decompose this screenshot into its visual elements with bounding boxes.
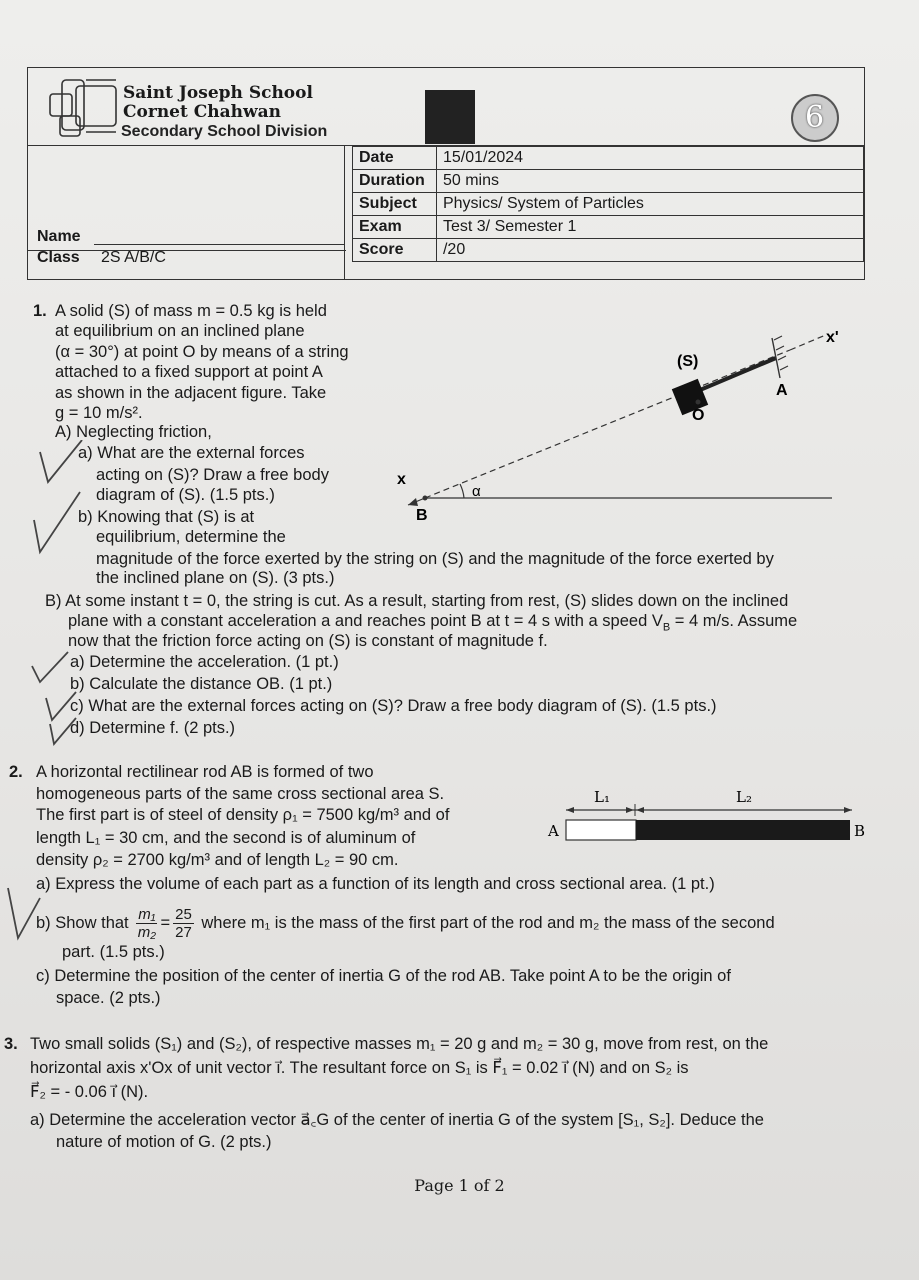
duration-row: Duration 50 mins	[353, 170, 864, 193]
name-label: Name	[37, 228, 81, 245]
fig1-label-B: B	[416, 507, 428, 524]
q1-intro-3: (α = 30°) at point O by means of a string	[55, 343, 349, 361]
value-fraction: $\frac{25}{27}$	[175, 906, 192, 942]
q2-number: 2.	[9, 763, 23, 781]
q2-intro-2: homogeneous parts of the same cross sectional area S.	[36, 785, 445, 803]
q1-Ba: a) Determine the acceleration. (1 pt.)	[70, 653, 339, 671]
exam-info-table	[352, 146, 864, 262]
q2-c-line-1: c) Determine the position of the center of inertia G of the rod AB. Take point A to be the origin of	[36, 967, 731, 985]
handwritten-check-q2	[4, 880, 44, 950]
q2-intro-1: A horizontal rectilinear rod AB is formed of two	[36, 763, 374, 781]
handwritten-check-marks	[30, 440, 100, 750]
fig1-label-xprime: x'	[826, 329, 839, 346]
q1-a-line-2: acting on (S)? Draw a free body	[96, 466, 329, 484]
q3-number: 3.	[4, 1035, 18, 1053]
q3-line-2: horizontal axis x'Ox of unit vector i⃗. The resultant force on S₁ is F⃗₁ = 0.02 i⃗ (N) and on S₂ is	[30, 1059, 689, 1077]
q2-intro-4: length L₁ = 30 cm, and the second is of aluminum of	[36, 829, 416, 847]
page-footer: Page 1 of 2	[414, 1176, 505, 1195]
school-name: Saint Joseph School Cornet Chahwan	[123, 83, 313, 122]
fig2-label-L2: L₂	[736, 788, 752, 806]
fig1-label-S: (S)	[677, 353, 699, 370]
q2-intro-3: The first part is of steel of density ρ₁ = 7500 kg/m³ and of	[36, 806, 450, 824]
class-label: Class	[37, 249, 80, 266]
class-value: 2S A/B/C	[101, 249, 166, 266]
date-row: Date 15/01/2024	[353, 147, 864, 170]
book-image	[425, 90, 475, 144]
q1-part-b-line-1: B) At some instant t = 0, the string is cut. As a result, starting from rest, (S) slides down on the inclined	[45, 592, 789, 610]
q3-line-3: F⃗₂ = - 0.06 i⃗ (N).	[30, 1083, 149, 1101]
q1-b-line-2: equilibrium, determine the	[96, 528, 286, 546]
exam-header	[27, 67, 865, 280]
anniversary-badge: 6	[791, 94, 839, 142]
fig1-label-x: x	[397, 471, 406, 488]
q2-c-line-2: space. (2 pts.)	[56, 989, 161, 1007]
q1-Bd: d) Determine f. (2 pts.)	[70, 719, 236, 737]
q1-part-b-line-2: plane with a constant acceleration a and reaches point B at t = 4 s with a speed $V_B = 4$ m/s. Assume	[68, 612, 798, 634]
q1-b-line-1: b) Knowing that (S) is at	[78, 508, 255, 526]
q1-Bb: b) Calculate the distance OB. (1 pt.)	[70, 675, 333, 693]
fig1-label-O: O	[692, 407, 705, 424]
q1-part-a-heading: A) Neglecting friction,	[55, 423, 212, 441]
mass-ratio-fraction: $\frac{\text{m₁}}{\text{m₂}}$	[137, 906, 156, 942]
q1-intro-5: as shown in the adjacent figure. Take	[55, 384, 327, 402]
subject-row: Subject Physics/ System of Particles	[353, 193, 864, 216]
q2-a: a) Express the volume of each part as a function of its length and cross sectional area. (1 pt.)	[36, 875, 715, 893]
q1-intro-2: at equilibrium on an inclined plane	[55, 322, 305, 340]
q3-line-1: Two small solids (S₁) and (S₂), of respective masses m₁ = 20 g and m₂ = 30 g, move from rest, on the	[30, 1035, 769, 1053]
school-banner	[28, 68, 864, 146]
exam-row: Exam Test 3/ Semester 1	[353, 216, 864, 239]
score-row: Score /20	[353, 239, 864, 262]
q3-a-line-1: a) Determine the acceleration vector a⃗꜀G of the center of inertia G of the system [S₁, S₂]. Deduce the	[30, 1111, 764, 1129]
q1-a-line-1: a) What are the external forces	[78, 444, 305, 462]
rod-figure	[540, 780, 880, 850]
q2-b-line-2: part. (1.5 pts.)	[62, 943, 165, 961]
q2-b-line-1: b) Show that $\frac{\text{m₁}}{\text{m₂}}$ = $\frac{25}{27}$ where m₁ is the mass of the first part of the rod and m₂ the mass of the second	[36, 906, 775, 942]
q1-part-b-line-3: now that the friction force acting on (S) is constant of magnitude f.	[68, 632, 548, 650]
q1-number: 1.	[33, 302, 47, 320]
inclined-plane-figure	[380, 320, 850, 530]
q1-b-line-3: magnitude of the force exerted by the string on (S) and the magnitude of the force exerted by	[96, 550, 774, 568]
fig2-label-L1: L₁	[594, 788, 610, 806]
q2-intro-5: density ρ₂ = 2700 kg/m³ and of length L₂ = 90 cm.	[36, 851, 399, 869]
q1-Bc: c) What are the external forces acting on (S)? Draw a free body diagram of (S). (1.5 pts.)	[70, 697, 717, 715]
fig1-label-A: A	[776, 382, 788, 399]
q1-intro-1: A solid (S) of mass m = 0.5 kg is held	[55, 302, 327, 320]
q1-a-line-3: diagram of (S). (1.5 pts.)	[96, 486, 275, 504]
q1-intro-6: g = 10 m/s².	[55, 404, 143, 422]
name-field[interactable]	[94, 244, 344, 245]
q3-a-line-2: nature of motion of G. (2 pts.)	[56, 1133, 272, 1151]
fig1-label-alpha: α	[472, 483, 481, 500]
fig2-label-B: B	[854, 822, 866, 840]
fig2-label-A: A	[548, 822, 559, 840]
q1-b-line-4: the inclined plane on (S). (3 pts.)	[96, 569, 335, 587]
school-division: Secondary School Division	[121, 123, 328, 140]
q1-intro-4: attached to a fixed support at point A	[55, 363, 323, 381]
